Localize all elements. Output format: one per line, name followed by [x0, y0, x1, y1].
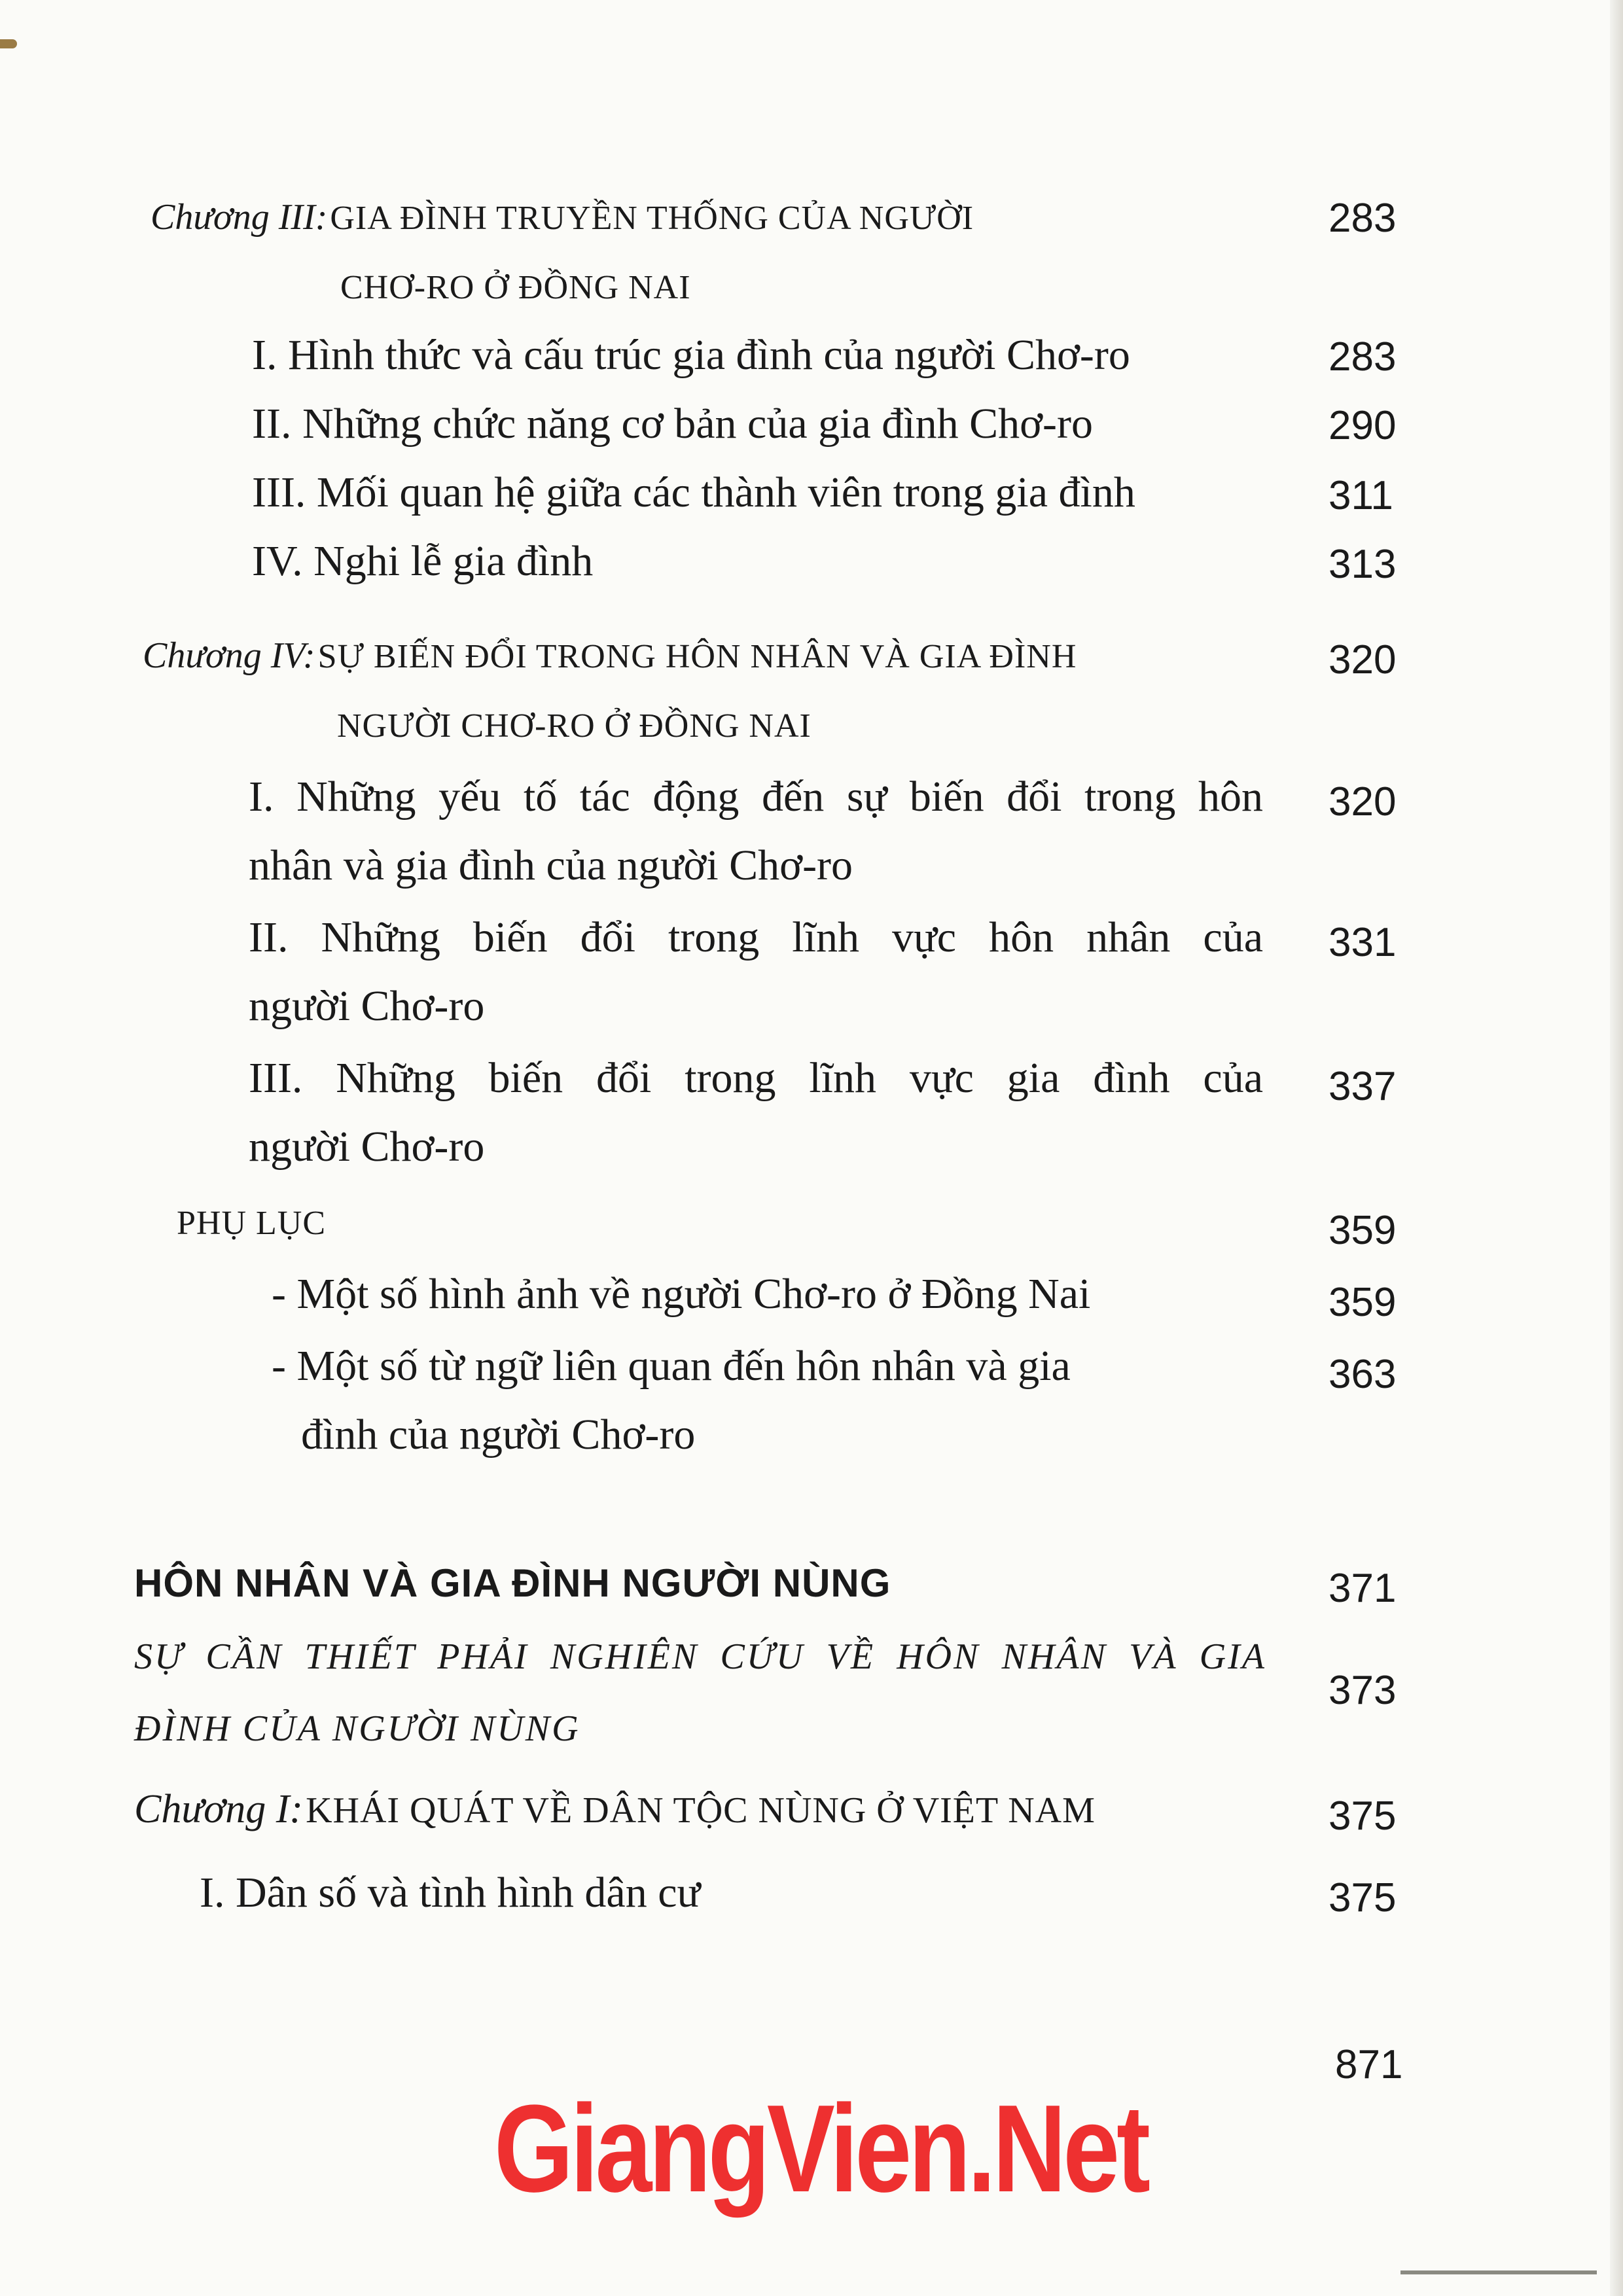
toc-entry: I. Dân số và tình hình dân cư: [200, 1869, 701, 1916]
page-ref: 371: [1329, 1566, 1397, 1611]
toc-entry: III. Mối quan hệ giữa các thành viên trong gia đình: [252, 468, 1135, 516]
page-ref: 375: [1329, 1875, 1397, 1920]
page-ref: 363: [1329, 1352, 1397, 1397]
page-ref: 320: [1329, 637, 1397, 682]
necessity-heading-line2: ĐÌNH CỦA NGƯỜI NÙNG: [134, 1708, 580, 1749]
page-ref: 283: [1329, 196, 1397, 241]
toc-entry-continued: đình của người Chơ-ro: [301, 1411, 696, 1458]
page-ref: 359: [1329, 1208, 1397, 1253]
page-ref: 359: [1329, 1280, 1397, 1325]
toc-entry-continued: người Chơ-ro: [249, 982, 485, 1030]
toc-entry: III. Những biến đổi trong lĩnh vực gia đình của: [249, 1054, 1263, 1102]
chapter-prefix: Chương IV:: [143, 635, 315, 676]
toc-entry: II. Những chức năng cơ bản của gia đình Chơ-ro: [252, 400, 1093, 448]
chapter-title-line2: CHƠ-RO Ở ĐỒNG NAI: [340, 269, 691, 306]
chapter-prefix: Chương III:: [151, 197, 328, 238]
scan-corner-mark: [0, 39, 17, 48]
page-ref: 331: [1329, 920, 1397, 965]
page-ref: 320: [1329, 779, 1397, 824]
toc-entry-continued: nhân và gia đình của người Chơ-ro: [249, 841, 853, 889]
page-ref: 375: [1329, 1793, 1397, 1839]
chapter-title-line2: NGƯỜI CHƠ-RO Ở ĐỒNG NAI: [337, 707, 812, 745]
chapter-prefix: Chương I:: [134, 1787, 304, 1831]
chapter-title: KHÁI QUÁT VỀ DÂN TỘC NÙNG Ở VIỆT NAM: [306, 1790, 1096, 1831]
page-ref: 290: [1329, 403, 1397, 448]
page-edge-shadow: [1610, 0, 1623, 2296]
watermark-logo: GiangVien.Net: [494, 2079, 1148, 2218]
toc-entry: I. Hình thức và cấu trúc gia đình của người Chơ-ro: [252, 331, 1130, 379]
section-heading: HÔN NHÂN VÀ GIA ĐÌNH NGƯỜI NÙNG: [134, 1561, 891, 1605]
page-ref: 311: [1329, 473, 1393, 518]
toc-entry: I. Những yếu tố tác động đến sự biến đổi trong hôn: [249, 773, 1263, 821]
chapter-title-line1: GIA ĐÌNH TRUYỀN THỐNG CỦA NGƯỜI: [330, 200, 974, 237]
page-ref: 373: [1329, 1668, 1397, 1713]
chapter-title-line1: SỰ BIẾN ĐỔI TRONG HÔN NHÂN VÀ GIA ĐÌNH: [317, 638, 1077, 675]
appendix-heading: PHỤ LỤC: [177, 1205, 327, 1242]
toc-entry: IV. Nghi lễ gia đình: [252, 537, 594, 585]
toc-entry-continued: người Chơ-ro: [249, 1123, 485, 1171]
page-ref: 337: [1329, 1064, 1397, 1109]
bottom-edge-line: [1400, 2270, 1597, 2274]
necessity-heading-line1: SỰ CẦN THIẾT PHẢI NGHIÊN CỨU VỀ HÔN NHÂN VÀ GIA: [134, 1636, 1266, 1677]
page-ref: 313: [1329, 542, 1397, 587]
page-number: 871: [1335, 2042, 1403, 2087]
chapter-3-heading: [151, 196, 974, 238]
chapter-1-heading: [134, 1786, 1096, 1833]
toc-entry: II. Những biến đổi trong lĩnh vực hôn nhân của: [249, 913, 1263, 961]
page-ref: 283: [1329, 334, 1397, 380]
toc-entry: - Một số từ ngữ liên quan đến hôn nhân và gia: [272, 1342, 1071, 1390]
toc-entry: - Một số hình ảnh về người Chơ-ro ở Đồng Nai: [272, 1270, 1091, 1318]
chapter-4-heading: [143, 635, 1077, 677]
